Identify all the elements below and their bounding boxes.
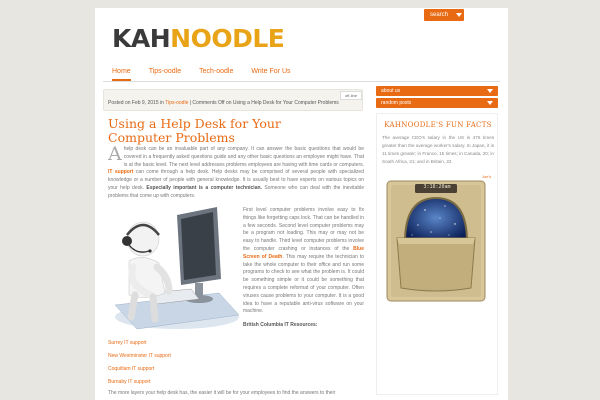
surrey-link[interactable]: Surrey IT support — [108, 340, 147, 346]
post-comments: | Comments Off on Using a Help Desk for Your Computer Problems — [188, 100, 339, 106]
p1-bold: Especially important is a computer technician. — [146, 184, 262, 191]
about-us-dropdown[interactable]: about us — [376, 86, 498, 96]
fun-facts-title: KAHNOODLE'S FUN FACTS — [384, 121, 492, 129]
site-logo[interactable] — [112, 24, 284, 54]
nav-home[interactable]: Home — [112, 68, 131, 81]
random-posts-dropdown[interactable]: random posts — [376, 98, 498, 108]
resource-links — [108, 337, 171, 389]
main-nav — [112, 68, 291, 81]
logo-text-yellow: NOODLE — [170, 24, 285, 53]
post-paragraph-2 — [243, 207, 364, 330]
post-tag: off-line — [340, 91, 362, 100]
it-support-link[interactable]: IT support — [108, 169, 134, 176]
new-westminster-link[interactable]: New Westminster IT support — [108, 353, 171, 359]
fun-facts-credit-link[interactable]: Joe's — [482, 174, 492, 179]
post-meta — [108, 100, 339, 106]
nav-divider — [103, 81, 500, 82]
blue-screen-link[interactable]: Blue Screen of Death — [243, 245, 364, 260]
coquitlam-link[interactable]: Coquitlam IT support — [108, 366, 155, 372]
drop-cap: A — [108, 143, 122, 165]
resources-heading: British Columbia IT Resources: — [243, 322, 318, 329]
nav-tech-oodle[interactable]: Tech-oodle — [199, 68, 234, 75]
nav-tips-oodle[interactable]: Tips-oodle — [148, 68, 182, 75]
fun-facts-text: The average CEO's salary in the US is 475 times greater than the average worker's salary. In Japan, it is 11 times greater; in France, 15 times; in Canada, 20; in South Africa, 21; and in Britain, 22. — [382, 135, 494, 164]
post-title[interactable]: Using a Help Desk for Your Computer Problems — [108, 116, 281, 145]
p2-text-a: First level computer problems involve easy to fix things like forgetting caps lock. That can be handled in a few seconds. Second level computer problems may be a program not loading. This may or may not be easy to handle. Third level computer problems involve the computer crashing or instances of the — [243, 207, 364, 252]
p1-text-a: help desk can be an invaluable part of any company. It can answer the basic questions that would be covered in a frequently asked questions guide and any other basic questions an employee might have. That is at the basic level. The next level addresses problems employees are having with time cards or computers. — [123, 146, 364, 168]
post-date: Posted on Feb 9, 2015 in — [108, 100, 166, 106]
p1-text-c: Someone who can deal with the inevitable problems that come up with computers. — [108, 184, 364, 199]
clock-time: 3:18:20am — [423, 184, 451, 190]
burnaby-link[interactable]: Burnaby IT support — [108, 379, 151, 385]
nav-write-for-us[interactable]: Write For Us — [251, 68, 291, 75]
help-desk-illustration — [107, 205, 242, 332]
search-label: search — [427, 10, 455, 20]
post-paragraph-3: The more layers your help desk has, the easier it will be for your employees to find the answers to their — [108, 390, 336, 396]
p2-text-b: . This may require the technician to take the whole computer to their office and run some programs to check to see what the problem is. It could be something simple or it could be something that requires a complete reformat of your computer. Often viruses cause problems to your computer. It is a good idea to have a reputable anti-virus software on your machine. — [243, 253, 364, 315]
clock-widget — [385, 180, 487, 303]
post-category-link[interactable]: Tips-oodle — [165, 100, 189, 106]
post-paragraph-1 — [108, 143, 364, 201]
logo-text-dark: KAH — [112, 24, 171, 53]
p1-text-b: can come through a help desk. Help desks may be comprised of several people with specialized knowledge or a number of people with general knowledge. It is usually best to have experts on various topics on your help desk. — [108, 169, 364, 191]
